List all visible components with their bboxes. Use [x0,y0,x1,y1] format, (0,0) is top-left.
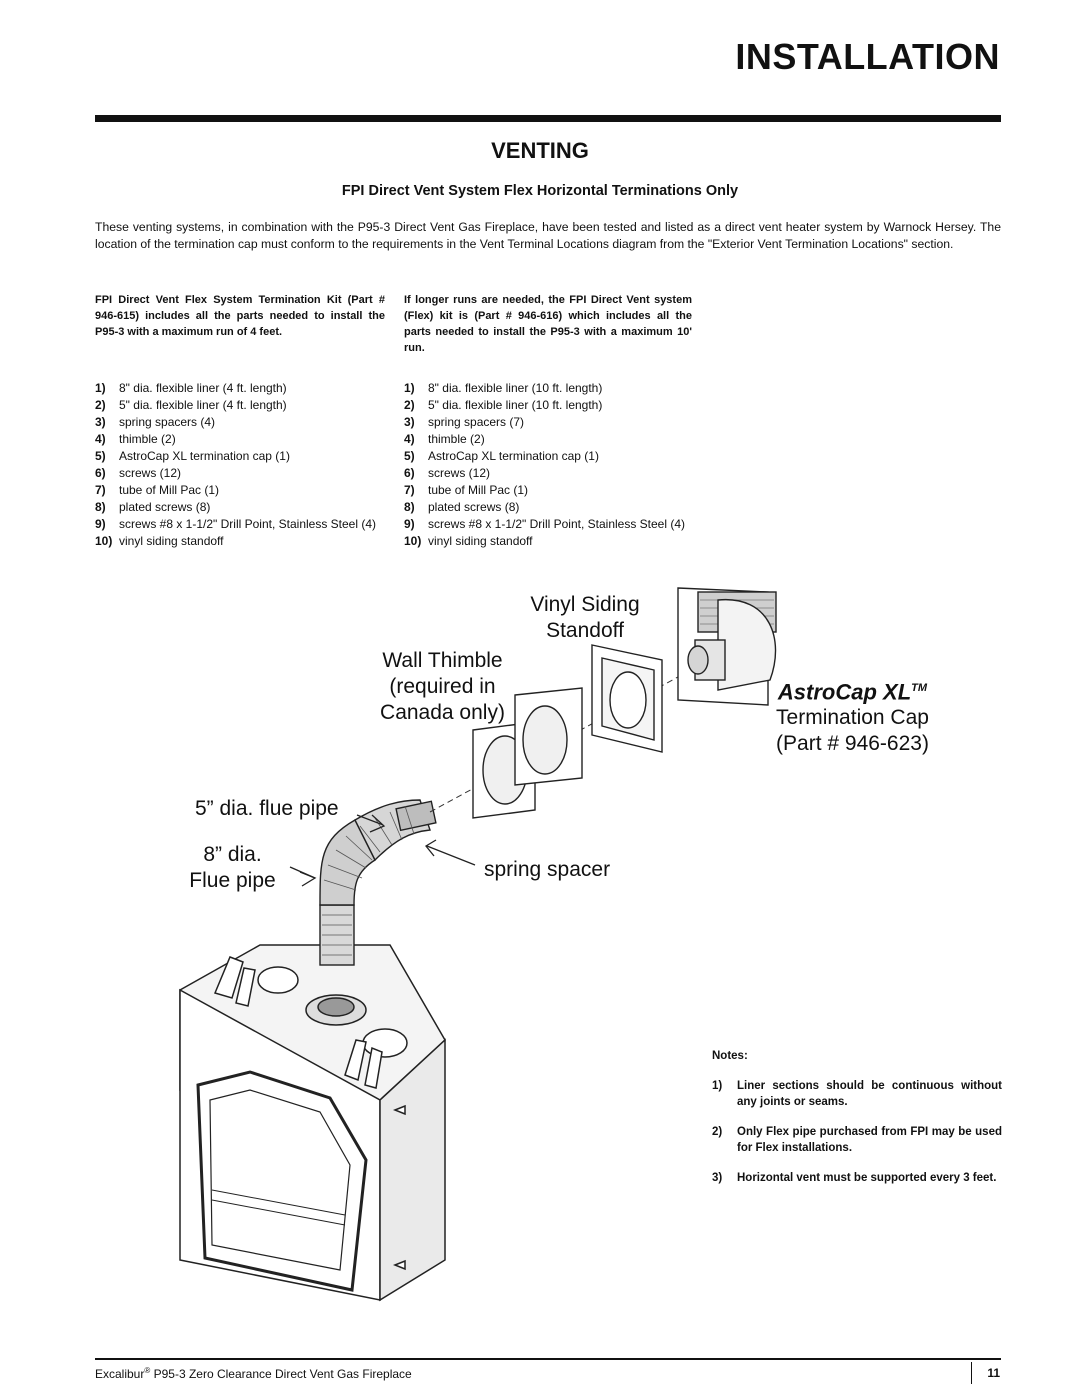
note-number: 2) [712,1126,723,1138]
flue-pipes [320,800,436,965]
item-number: 9) [95,517,106,531]
item-text: screws #8 x 1-1/2" Drill Point, Stainless Steel (4) [428,517,686,531]
header-rule [95,115,1001,122]
item-text: plated screws (8) [428,500,520,514]
item-number: 5) [95,449,106,463]
label-line: Wall Thimble [382,649,503,672]
label-line: Vinyl Siding [530,593,640,616]
list-item [404,397,694,414]
list-item [95,397,385,414]
item-number: 4) [95,432,106,446]
page-number: 11 [987,1366,1000,1380]
item-text: tube of Mill Pac (1) [428,483,529,497]
vinyl-siding-standoff [592,645,662,752]
list-item [712,1124,1002,1156]
flue-5-label: 5” dia. flue pipe [195,797,339,820]
item-text: 5" dia. flexible liner (4 ft. length) [119,398,287,412]
item-text: thimble (2) [428,432,485,446]
list-item [95,380,385,397]
section-title: VENTING [491,138,589,163]
note-text: Horizontal vent must be supported every 3 feet. [737,1172,997,1184]
item-number: 4) [404,432,415,446]
list-item [404,482,694,499]
item-number: 1) [404,381,415,395]
label-line: (required in [389,675,496,698]
item-number: 2) [95,398,106,412]
list-item [95,482,385,499]
subsection-title: FPI Direct Vent System Flex Horizontal Terminations Only [341,183,739,199]
item-number: 6) [95,466,106,480]
vinyl-siding-standoff-label [510,592,660,644]
item-number: 3) [95,415,106,429]
note-text: Only Flex pipe purchased from FPI may be used for Flex installations. [737,1126,1002,1154]
footer-title: Excalibur® P95-3 Zero Clearance Direct Vent Gas Fireplace [95,1366,412,1381]
item-text: AstroCap XL termination cap (1) [428,449,599,463]
item-number: 10) [95,534,113,548]
note-text: Liner sections should be continuous without any joints or seams. [737,1080,1002,1108]
note-number: 1) [712,1080,723,1092]
list-item [95,465,385,482]
astrocap-brand: AstroCap XL™ [777,679,928,705]
kit-946-616-parts-list [404,380,694,550]
footer-separator [971,1362,972,1384]
item-text: vinyl siding standoff [428,534,533,548]
item-number: 8) [404,500,415,514]
item-text: spring spacers (7) [428,415,525,429]
item-text: 8" dia. flexible liner (4 ft. length) [119,381,287,395]
item-text: screws (12) [428,466,491,480]
list-item [95,499,385,516]
item-number: 5) [404,449,415,463]
list-item [95,516,385,533]
list-item [404,414,694,431]
item-text: tube of Mill Pac (1) [119,483,220,497]
item-text: spring spacers (4) [119,415,216,429]
list-item [404,499,694,516]
notes-block [712,1048,1002,1186]
item-number: 7) [404,483,415,497]
item-number: 2) [404,398,415,412]
label-line: Flue pipe [189,869,276,892]
list-item [404,380,694,397]
list-item [404,448,694,465]
list-item [95,448,385,465]
notes-heading: Notes: [712,1050,748,1062]
label-line: 8” dia. [203,843,262,866]
item-number: 3) [404,415,415,429]
list-item [95,414,385,431]
label-line: (Part # 946-623) [776,732,929,756]
list-item [712,1078,1002,1110]
kit-946-616-heading: If longer runs are needed, the FPI Direct Vent system (Flex) kit is (Part # 946-616) which includes all the parts needed to install the P95-3 with a maximum 10' run. [404,294,692,354]
item-text: 8" dia. flexible liner (10 ft. length) [428,381,603,395]
item-text: thimble (2) [119,432,176,446]
label-line: Standoff [546,619,624,642]
kit-946-615-parts-list [95,380,385,550]
flue-8-label [180,842,285,894]
wall-thimble-label [360,648,525,726]
item-number: 7) [95,483,106,497]
list-item [404,431,694,448]
label-line: Termination Cap [776,706,929,730]
item-text: 5" dia. flexible liner (10 ft. length) [428,398,603,412]
footer-rule [95,1358,1001,1360]
fireplace-illustration [180,945,445,1300]
list-item [712,1170,1002,1186]
item-text: AstroCap XL termination cap (1) [119,449,290,463]
kit-946-615-heading: FPI Direct Vent Flex System Termination Kit (Part # 946-615) includes all the parts needed to install the P95-3 with a maximum run of 4 feet. [95,294,385,338]
item-text: vinyl siding standoff [119,534,224,548]
item-number: 10) [404,534,422,548]
spring-spacer-label: spring spacer [484,858,611,881]
label-line: Canada only) [380,701,505,724]
list-item [404,516,694,533]
item-number: 6) [404,466,415,480]
item-text: screws #8 x 1-1/2" Drill Point, Stainless Steel (4) [119,517,377,531]
item-text: plated screws (8) [119,500,211,514]
list-item [95,533,385,550]
astrocap-label [760,675,945,757]
item-number: 9) [404,517,415,531]
note-number: 3) [712,1172,723,1184]
item-number: 8) [95,500,106,514]
list-item [95,431,385,448]
page-header-title: INSTALLATION [735,36,1000,77]
list-item [404,465,694,482]
list-item [404,533,694,550]
item-text: screws (12) [119,466,182,480]
item-number: 1) [95,381,106,395]
intro-paragraph: These venting systems, in combination with the P95-3 Direct Vent Gas Fireplace, have been tested and listed as a direct vent heater system by Warnock Hersey. The location of the termination cap must conform to the requirements in the Vent Terminal Locations diagram from the "Exterior Vent Termination Locations" section. [95,220,1001,251]
